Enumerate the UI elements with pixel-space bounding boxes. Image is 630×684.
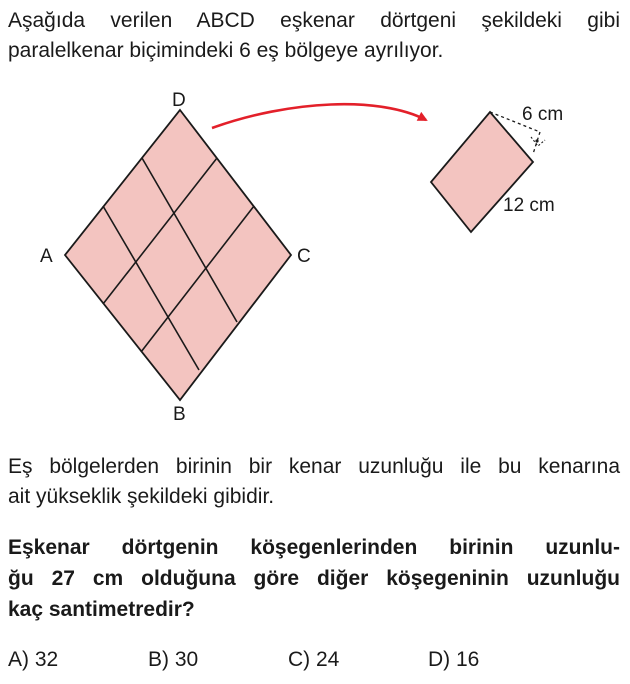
option-d[interactable]: D) 16 bbox=[428, 648, 480, 671]
vertex-label-a: A bbox=[40, 246, 53, 267]
side-label: 12 cm bbox=[503, 195, 555, 216]
intro-line-2: paralelkenar biçimindeki 6 eş bölgeye ayrılıyor. bbox=[8, 39, 444, 62]
question-text bbox=[8, 532, 620, 625]
description-text bbox=[8, 452, 620, 512]
transfer-arrow bbox=[212, 104, 426, 128]
height-dashed-drop bbox=[533, 132, 540, 154]
rhombus-figure bbox=[0, 80, 630, 430]
vertex-label-b: B bbox=[173, 404, 186, 425]
question-line-2: ğu 27 cm olduğuna göre diğer köşegeninin uzunluğu bbox=[8, 567, 620, 590]
description-line-2: ait yükseklik şekildeki gibidir. bbox=[8, 485, 275, 508]
vertex-label-c: C bbox=[297, 246, 311, 267]
height-label: 6 cm bbox=[522, 104, 564, 125]
rhombus-abcd bbox=[65, 110, 291, 400]
option-c[interactable]: C) 24 bbox=[288, 648, 340, 671]
option-b[interactable]: B) 30 bbox=[148, 648, 199, 671]
question-line-3: kaç santimetredir? bbox=[8, 598, 195, 621]
rhombus-fill bbox=[65, 110, 291, 400]
right-angle-dot bbox=[535, 139, 538, 142]
answer-options bbox=[8, 648, 620, 678]
intro-text bbox=[8, 6, 620, 66]
intro-line-1: Aşağıda verilen ABCD eşkenar dörtgeni şekildeki gibi bbox=[8, 9, 620, 32]
description-line-1: Eş bölgelerden birinin bir kenar uzunluğu ile bu kenarına bbox=[8, 455, 620, 478]
question-line-1: Eşkenar dörtgenin köşegenlerinden birinin uzunlu- bbox=[8, 536, 620, 559]
option-a[interactable]: A) 32 bbox=[8, 648, 59, 671]
vertex-label-d: D bbox=[172, 90, 186, 111]
